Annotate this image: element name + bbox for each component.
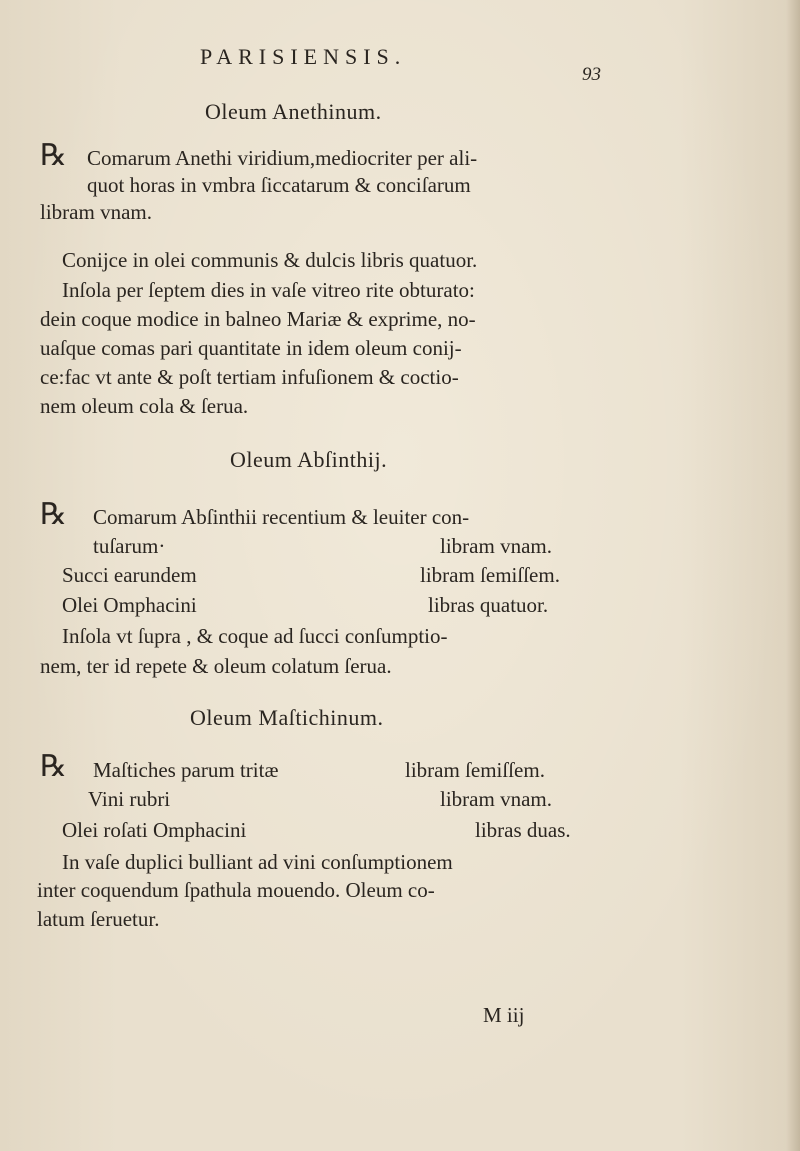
text-line: nem oleum cola & ſerua. xyxy=(40,394,249,418)
text-line: Conijce in olei communis & dulcis libris quatuor. xyxy=(62,248,478,272)
ingredient-name: Olei Omphacini xyxy=(62,593,197,617)
ingredient-quantity: libras quatuor. xyxy=(428,593,549,617)
text-line: dein coque modice in balneo Mariæ & exprime, no- xyxy=(40,307,476,331)
text-line: Inſola per ſeptem dies in vaſe vitreo rite obturato: xyxy=(62,278,475,302)
ingredient-quantity: libram ſemiſſem. xyxy=(420,563,560,587)
recipe-symbol: ℞ xyxy=(40,497,67,532)
text-line: uaſque comas pari quantitate in idem oleum conij- xyxy=(40,336,462,360)
ingredient-name: tuſarum· xyxy=(93,534,166,558)
recipe-title: Oleum Anethinum. xyxy=(205,99,382,124)
recipe-title: Oleum Abſinthij. xyxy=(230,447,388,472)
text-line: ce:fac vt ante & poſt tertiam infuſionem & coctio- xyxy=(40,365,459,389)
ingredient-name: Vini rubri xyxy=(88,787,171,811)
page-edge-shadow xyxy=(786,0,800,1151)
text-line: nem, ter id repete & oleum colatum ſerua. xyxy=(40,654,392,678)
text-line: latum ſeruetur. xyxy=(37,907,160,931)
ingredient-quantity: libras duas. xyxy=(475,818,571,842)
signature-mark: M iij xyxy=(483,1003,525,1027)
ingredient-name: Maſtiches parum tritæ xyxy=(93,758,279,782)
ingredient-name: Comarum Abſinthii recentium & leuiter con- xyxy=(93,505,470,529)
text-line: Comarum Anethi viridium,mediocriter per ali- xyxy=(87,146,478,170)
ingredient-quantity: libram vnam. xyxy=(440,787,552,811)
recipe-symbol: ℞ xyxy=(40,749,67,784)
text-line: Inſola vt ſupra , & coque ad ſucci conſumptio- xyxy=(62,624,448,648)
ingredient-name: Olei roſati Omphacini xyxy=(62,818,247,842)
ingredient-quantity: libram vnam. xyxy=(440,534,552,558)
recipe-title: Oleum Maſtichinum. xyxy=(190,705,384,730)
running-head: PARISIENSIS. xyxy=(200,44,407,69)
recipe-symbol: ℞ xyxy=(40,138,67,173)
text-line: quot horas in vmbra ſiccatarum & conciſarum xyxy=(87,173,471,197)
page-number: 93 xyxy=(582,64,601,85)
ingredient-quantity: libram ſemiſſem. xyxy=(405,758,545,782)
ingredient-name: Succi earundem xyxy=(62,563,197,587)
text-line: In vaſe duplici bulliant ad vini conſumptionem xyxy=(62,850,453,874)
text-line: inter coquendum ſpathula mouendo. Oleum co- xyxy=(37,878,435,902)
text-line: libram vnam. xyxy=(40,200,152,224)
